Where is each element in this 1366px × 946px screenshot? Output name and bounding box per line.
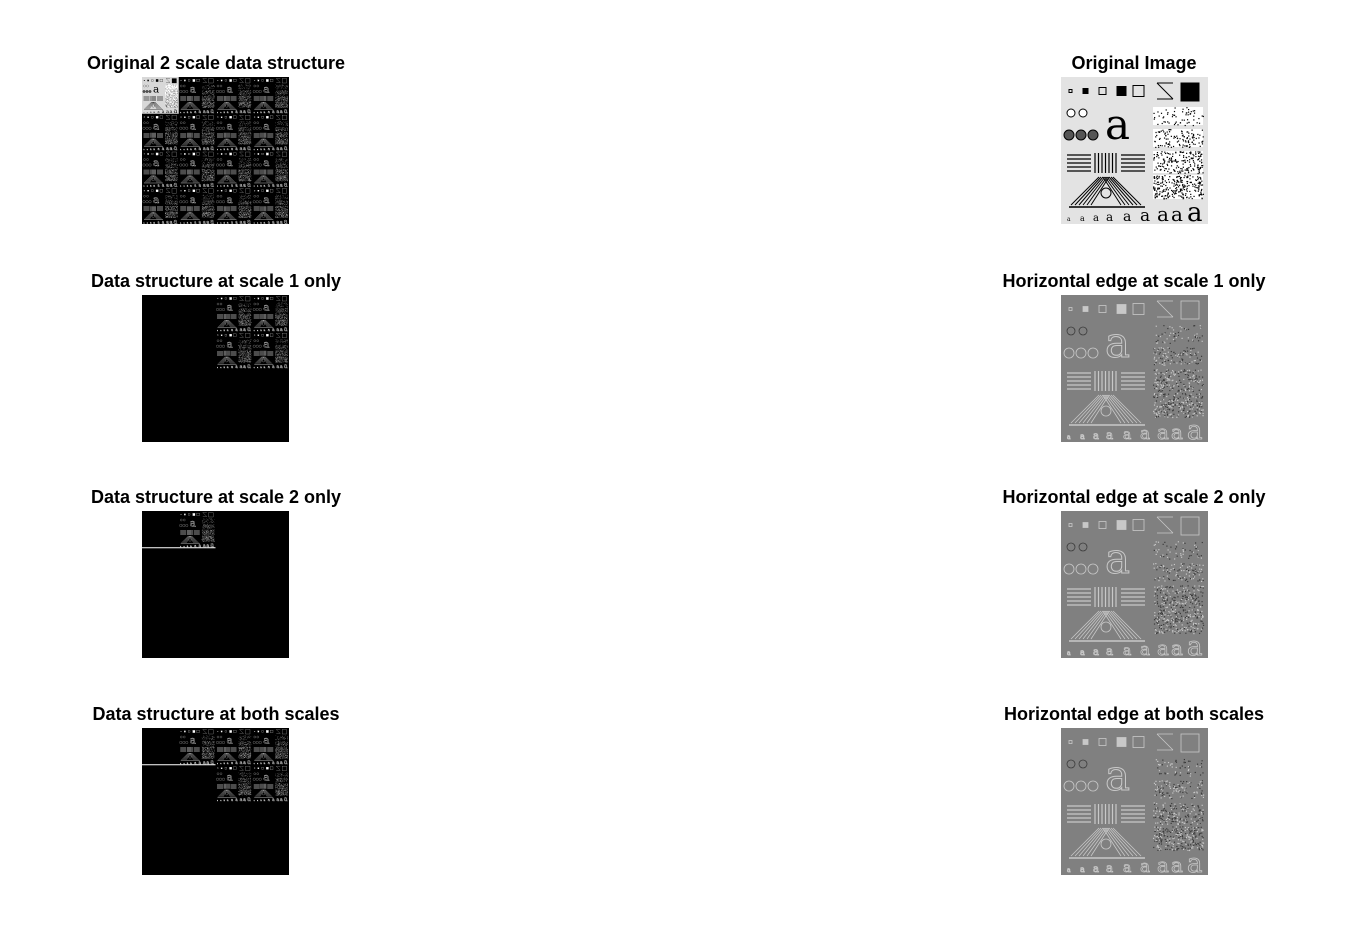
svg-text:a: a [157, 110, 160, 114]
svg-text:a: a [210, 143, 215, 152]
svg-text:a: a [143, 113, 145, 114]
svg-text:a: a [180, 149, 182, 151]
svg-text:a: a [217, 113, 218, 114]
svg-text:a: a [173, 107, 178, 115]
original-structure-image [142, 77, 289, 224]
svg-text:a: a [235, 110, 238, 115]
svg-text:a: a [267, 146, 270, 151]
svg-text:a: a [186, 147, 189, 151]
svg-text:a: a [257, 148, 259, 151]
svg-text:a: a [231, 110, 234, 114]
svg-text:a: a [226, 83, 233, 96]
scale1-structure-image [142, 295, 289, 442]
svg-text:a: a [283, 107, 288, 115]
panel-title-both-edge: Horizontal edge at both scales [1003, 704, 1265, 724]
both-edge-image [1061, 728, 1208, 875]
svg-text:a: a [223, 111, 225, 114]
svg-text:a: a [202, 145, 206, 152]
panel-title-scale2-structure: Data structure at scale 2 only [90, 487, 342, 507]
svg-text:a: a [169, 145, 173, 152]
svg-text:a: a [166, 109, 169, 115]
svg-text:a: a [263, 120, 270, 133]
svg-text:a: a [153, 146, 156, 151]
svg-text:a: a [279, 109, 283, 115]
svg-text:a: a [153, 120, 160, 133]
svg-text:a: a [189, 83, 197, 96]
svg-text:a: a [150, 147, 152, 151]
svg-text:a: a [272, 146, 275, 152]
panel-title-both-structure: Data structure at both scales [92, 704, 340, 724]
svg-text:a: a [183, 148, 185, 151]
svg-text:a: a [272, 110, 275, 115]
svg-text:a: a [161, 146, 165, 152]
svg-text:a: a [173, 143, 178, 152]
svg-text:a: a [231, 146, 234, 151]
original-image [1061, 77, 1208, 224]
svg-text:a: a [202, 109, 206, 115]
svg-text:a: a [263, 83, 270, 96]
svg-text:a: a [169, 109, 173, 115]
svg-text:a: a [260, 147, 262, 151]
svg-text:a: a [183, 112, 185, 114]
panel-title-original-image: Original Image [1071, 53, 1197, 73]
svg-text:a: a [260, 111, 262, 114]
svg-text:a: a [146, 112, 148, 114]
svg-text:a: a [263, 146, 266, 151]
svg-text:a: a [157, 146, 160, 151]
svg-text:a: a [217, 149, 218, 151]
svg-text:a: a [153, 83, 160, 96]
svg-text:a: a [267, 110, 270, 114]
svg-text:a: a [226, 146, 229, 151]
svg-text:a: a [146, 148, 148, 151]
svg-text:a: a [198, 110, 202, 115]
svg-text:a: a [166, 145, 169, 152]
both-structure-image [142, 728, 289, 875]
svg-text:a: a [186, 111, 189, 114]
svg-text:a: a [239, 145, 243, 152]
svg-text:a: a [220, 112, 222, 114]
svg-text:a: a [247, 143, 251, 152]
svg-text:a: a [253, 113, 255, 114]
svg-text:a: a [276, 109, 280, 115]
svg-text:a: a [220, 148, 222, 151]
svg-text:a: a [180, 113, 182, 114]
svg-text:a: a [198, 146, 202, 152]
svg-text:a: a [223, 147, 225, 151]
scale2-structure-image [142, 511, 289, 658]
panel-title-scale2-edge: Horizontal edge at scale 2 only [1002, 487, 1266, 507]
panel-title-original-structure: Original 2 scale data structure [86, 53, 346, 73]
svg-text:a: a [190, 146, 192, 151]
svg-text:a: a [239, 109, 243, 115]
svg-text:a: a [206, 109, 210, 115]
svg-text:a: a [235, 146, 238, 152]
scale2-edge-image [1061, 511, 1208, 658]
svg-text:a: a [189, 120, 197, 133]
panel-title-scale1-structure: Data structure at scale 1 only [90, 271, 342, 291]
svg-text:a: a [190, 110, 192, 114]
svg-text:a: a [243, 109, 246, 115]
svg-text:a: a [263, 110, 266, 114]
svg-text:a: a [194, 110, 197, 114]
svg-text:a: a [161, 110, 165, 115]
svg-text:a: a [247, 107, 251, 115]
svg-text:a: a [150, 111, 152, 114]
svg-text:a: a [276, 145, 280, 152]
svg-text:a: a [210, 107, 215, 115]
svg-text:a: a [206, 145, 210, 152]
svg-text:a: a [194, 146, 197, 151]
scale1-edge-image [1061, 295, 1208, 442]
svg-text:a: a [143, 149, 145, 151]
svg-text:a: a [226, 120, 233, 133]
svg-text:a: a [257, 112, 259, 114]
svg-text:a: a [243, 145, 246, 152]
panel-title-scale1-edge: Horizontal edge at scale 1 only [1002, 271, 1266, 291]
svg-text:a: a [153, 110, 156, 114]
svg-text:a: a [253, 149, 255, 151]
svg-text:a: a [226, 110, 229, 114]
